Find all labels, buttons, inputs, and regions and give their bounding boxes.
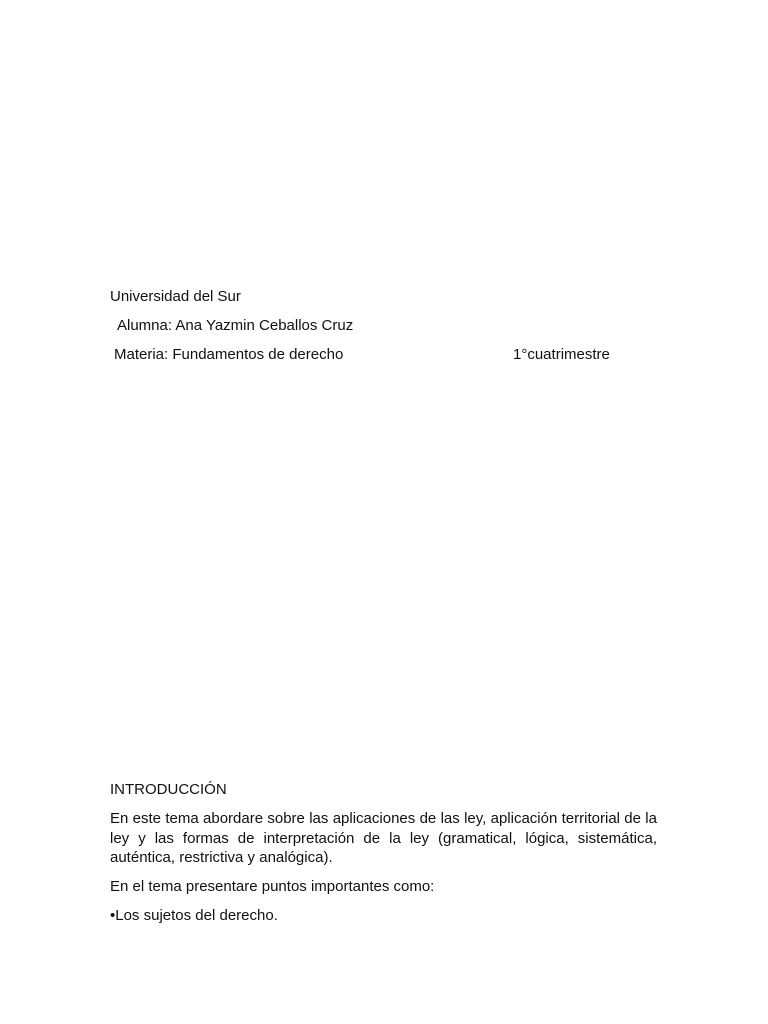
subject-name: Materia: Fundamentos de derecho xyxy=(114,346,344,363)
introduction-paragraph: En este tema abordare sobre las aplicaciones de las ley, aplicación territorial de la ley y las formas de interpretación de la ley (gramatical, lógica, sistemática, auténtica, restrictiva y analógica). xyxy=(110,810,657,866)
list-item: •Los sujetos del derecho. xyxy=(110,907,278,924)
university-name: Universidad del Sur xyxy=(110,288,241,305)
student-name: Alumna: Ana Yazmin Ceballos Cruz xyxy=(117,317,354,334)
term-label: 1°cuatrimestre xyxy=(513,346,610,363)
introduction-lead: En el tema presentare puntos importantes como: xyxy=(110,878,435,895)
introduction-heading: INTRODUCCIÓN xyxy=(110,781,227,798)
